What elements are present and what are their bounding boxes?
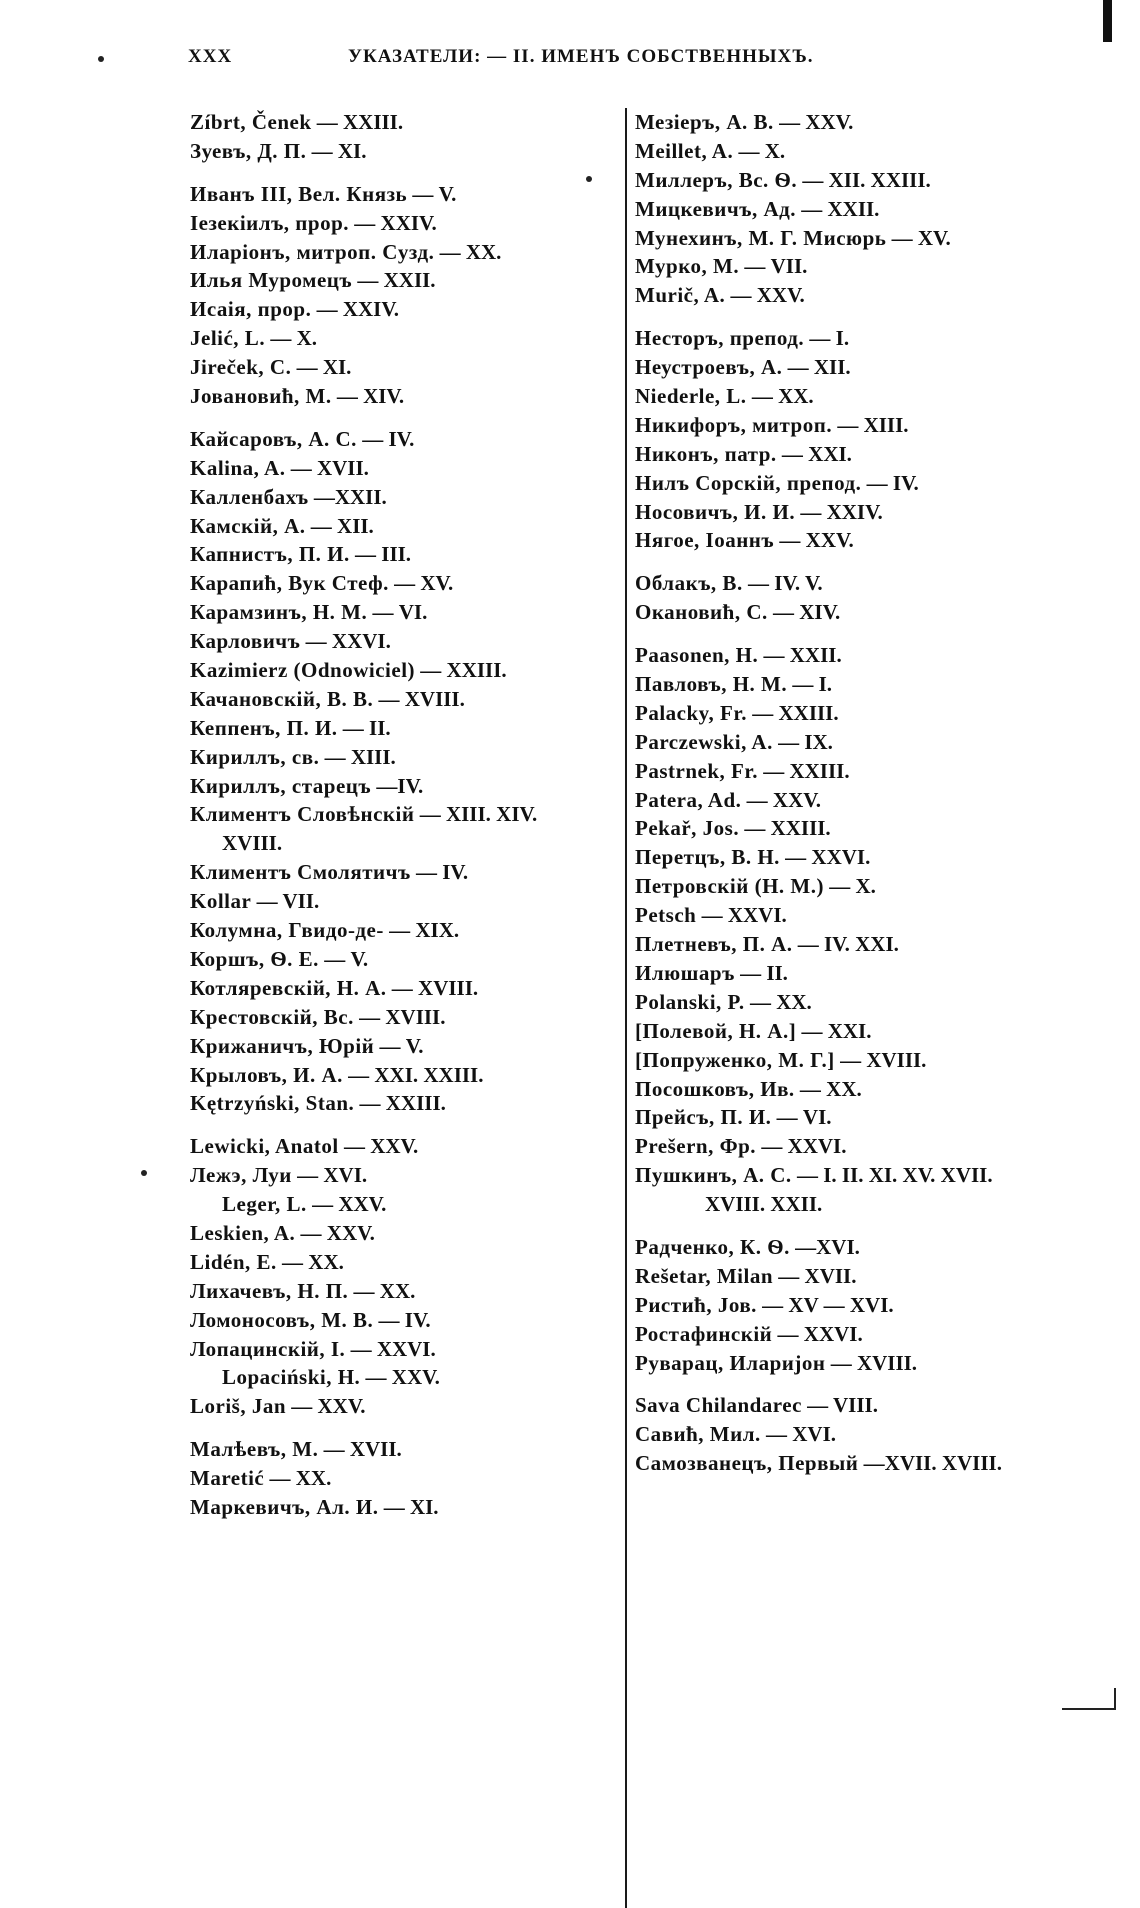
- index-entry: [635, 526, 1075, 555]
- index-entry: [190, 1161, 620, 1190]
- entry-reference: — XXV.: [300, 1220, 375, 1245]
- index-entry: [635, 1161, 1075, 1190]
- index-entry: [635, 901, 1075, 930]
- entry-name: Иларіонъ, митроп. Cузд.: [190, 239, 435, 264]
- index-entry: [635, 843, 1075, 872]
- index-entry: [190, 1132, 620, 1161]
- index-entry: [190, 1032, 620, 1061]
- entry-name: Никифоръ, митроп.: [635, 412, 833, 437]
- index-entry: [635, 641, 1075, 670]
- page-number: XXX: [188, 46, 233, 67]
- entry-name: Зуевъ, Д. П.: [190, 138, 307, 163]
- entry-name: Јовановић, М.: [190, 384, 332, 409]
- index-entry: [190, 800, 620, 829]
- index-entry: [190, 1248, 620, 1277]
- entry-reference: — VII.: [744, 254, 808, 279]
- entry-reference: — XXII.: [357, 268, 436, 293]
- entry-reference: — XIX.: [389, 918, 460, 943]
- index-entry: [635, 1391, 1075, 1420]
- entry-reference: — XXIII.: [359, 1091, 446, 1116]
- entry-name: Климентъ Словѣнскій: [190, 802, 415, 827]
- entry-name: Самозванецъ, Первый: [635, 1451, 859, 1476]
- entry-reference: — XXIV.: [316, 297, 400, 322]
- index-entry: [635, 1349, 1075, 1378]
- entry-name: Окановић, С.: [635, 600, 768, 625]
- index-entry: [190, 916, 620, 945]
- entry-reference: — XII.: [310, 513, 374, 538]
- index-entry: [635, 786, 1075, 815]
- entry-reference: — XXVI.: [701, 903, 787, 928]
- index-entry: [190, 1493, 620, 1522]
- entry-reference: — VII.: [256, 889, 320, 914]
- index-entry: [635, 988, 1075, 1017]
- page-title: УКАЗАТЕЛИ: — II. ИМЕНЪ СОБСТВЕННЫХЪ.: [348, 46, 814, 67]
- entry-name: Маркевичъ, Ал. И.: [190, 1494, 379, 1519]
- index-entry: [190, 108, 620, 137]
- entry-reference: —XXII.: [313, 484, 387, 509]
- index-entry: [190, 772, 620, 801]
- index-entry: [190, 1392, 620, 1421]
- margin-dot: [141, 1170, 147, 1176]
- entry-reference: — VIII.: [807, 1393, 878, 1418]
- entry-reference: — X.: [829, 874, 876, 899]
- entry-reference: — XVIII.: [840, 1047, 927, 1072]
- index-entry: [190, 353, 620, 382]
- index-entry: [635, 1190, 1075, 1219]
- index-entry: [635, 959, 1075, 988]
- entry-reference: — XXV.: [779, 110, 854, 134]
- entry-reference: — I. II. XI. XV. XVII.: [796, 1163, 993, 1188]
- index-entry: [190, 483, 620, 512]
- index-entry: [635, 670, 1075, 699]
- entry-reference: — II.: [342, 715, 391, 740]
- entry-name: Носовичъ, И. И.: [635, 499, 796, 524]
- entry-name: Прейсъ, П. И.: [635, 1105, 772, 1130]
- entry-reference: — IV. V.: [747, 571, 823, 596]
- entry-reference: — XIII. XIV.: [419, 802, 538, 827]
- entry-name: Котляревскій, Н. А.: [190, 975, 387, 1000]
- entry-name: Palacky, Fr.: [635, 700, 747, 725]
- entry-name: Петровскій (Н. М.): [635, 874, 824, 899]
- entry-name: [Полевой, Н. А.]: [635, 1018, 797, 1043]
- index-entry: [190, 1061, 620, 1090]
- entry-name: Loriš, Jan: [190, 1394, 287, 1419]
- index-entry: [635, 440, 1075, 469]
- index-entry: [635, 108, 1075, 137]
- index-entry: [190, 454, 620, 483]
- entry-reference: — XXIII.: [752, 700, 839, 725]
- index-entry: [635, 469, 1075, 498]
- entry-reference: — XIV.: [772, 600, 841, 625]
- index-entry: [190, 382, 620, 411]
- entry-name: Patera, Ad.: [635, 787, 742, 812]
- entry-reference: — XX.: [439, 239, 502, 264]
- entry-name: Кириллъ, старецъ: [190, 773, 372, 798]
- entry-reference: — XXII.: [763, 643, 842, 668]
- entry-name: Кайсаровъ, А. С.: [190, 426, 357, 451]
- index-column-right: [635, 108, 1075, 1478]
- entry-reference: — I.: [792, 672, 833, 697]
- entry-name: Kazimierz (Odnowiciel): [190, 658, 416, 683]
- entry-reference: — XXI.: [801, 1018, 872, 1043]
- index-entry: [190, 569, 620, 598]
- entry-name: Paasonen, H.: [635, 643, 759, 668]
- entry-name: Jireček, C.: [190, 355, 292, 380]
- entry-reference: — IV. XXI.: [797, 932, 899, 957]
- entry-name: Кириллъ, св.: [190, 744, 320, 769]
- index-entry: [190, 974, 620, 1003]
- entry-reference: — XVIII.: [830, 1350, 918, 1375]
- entry-name: Плетневъ, П. А.: [635, 932, 793, 957]
- entry-reference: — XXIII.: [763, 758, 850, 783]
- entry-reference: — XXVI.: [305, 629, 391, 654]
- entry-name: Перетцъ, В. Н.: [635, 845, 780, 870]
- entry-name: Радченко, К. Ѳ.: [635, 1234, 790, 1259]
- entry-name: Prešern, Фр.: [635, 1134, 757, 1159]
- index-entry: [635, 757, 1075, 786]
- index-entry: [635, 1233, 1075, 1262]
- entry-reference: — IV.: [378, 1307, 431, 1332]
- index-entry: [190, 1089, 620, 1118]
- entry-name: Коршъ, Ѳ. Е.: [190, 946, 319, 971]
- entry-name: Крыловъ, И. А.: [190, 1062, 343, 1087]
- entry-reference: — V.: [324, 946, 369, 971]
- index-entry: [635, 324, 1075, 353]
- entry-name: Крестовскій, Вс.: [190, 1004, 354, 1029]
- index-entry: [190, 685, 620, 714]
- entry-name: Іезекіилъ, прор.: [190, 210, 350, 235]
- entry-name: Илья Муромецъ: [190, 268, 353, 293]
- entry-reference: —IV.: [376, 773, 424, 798]
- entry-name: Мурко, М.: [635, 254, 740, 279]
- entry-name: Petsch: [635, 903, 697, 928]
- entry-name: Руварац, Иларијон: [635, 1350, 826, 1375]
- entry-name: Niederle, L.: [635, 384, 747, 409]
- entry-reference: — V.: [412, 181, 457, 206]
- entry-reference: — XXV.: [730, 283, 805, 308]
- entry-name: Leskien, A.: [190, 1220, 296, 1245]
- index-column-left: [190, 108, 620, 1522]
- entry-name: Иванъ III, Вел. Князь: [190, 181, 408, 206]
- entry-reference: — XX.: [269, 1466, 332, 1491]
- entry-reference: — XVIII.: [391, 975, 479, 1000]
- entry-name: Jelić, L.: [190, 326, 266, 351]
- entry-reference: — XVII.: [290, 455, 369, 480]
- entry-name: Нилъ Сорскій, препод.: [635, 470, 862, 495]
- entry-name: Карапић, Вук Стеф.: [190, 571, 389, 596]
- entry-name: Лежэ, Луи: [190, 1163, 292, 1188]
- entry-name: Lewicki, Anatol: [190, 1134, 339, 1159]
- index-entry: [190, 627, 620, 656]
- entry-name: Илюшаръ: [635, 960, 735, 985]
- entry-name: Карловичъ: [190, 629, 301, 654]
- entry-name: Лопацинскій, І.: [190, 1336, 346, 1361]
- index-entry: [635, 930, 1075, 959]
- index-entry: [190, 1219, 620, 1248]
- index-entry: [190, 295, 620, 324]
- entry-reference: — IX.: [778, 729, 833, 754]
- entry-name: Мезіеръ, А. В.: [635, 110, 774, 134]
- entry-reference: — XVIII.: [359, 1004, 446, 1029]
- index-entry: [635, 699, 1075, 728]
- entry-reference: — XXI.: [781, 441, 852, 466]
- entry-name: Parczewski, A.: [635, 729, 773, 754]
- entry-reference: — IV.: [866, 470, 919, 495]
- entry-reference: — XX.: [282, 1249, 344, 1274]
- index-entry: [190, 714, 620, 743]
- entry-reference: — XXVI.: [785, 845, 871, 870]
- entry-name: Murič, A.: [635, 283, 726, 308]
- entry-name: Rešetar, Milan: [635, 1263, 774, 1288]
- entry-name: Zíbrt, Čenek: [190, 110, 312, 134]
- index-entry: [635, 137, 1075, 166]
- index-entry: [190, 1363, 620, 1392]
- entry-reference: — XVII.: [778, 1263, 857, 1288]
- index-entry: [190, 137, 620, 166]
- entry-name: Калленбахъ: [190, 484, 309, 509]
- entry-reference: — XV.: [891, 225, 951, 250]
- index-entry: [190, 1306, 620, 1335]
- index-entry: [635, 1075, 1075, 1104]
- entry-reference: — XXIV.: [800, 499, 883, 524]
- index-entry: [190, 324, 620, 353]
- entry-reference: — XV.: [394, 571, 454, 596]
- entry-reference: — XVIII.: [378, 686, 465, 711]
- entry-reference: — XII.: [787, 355, 851, 380]
- entry-name: Камскій, А.: [190, 513, 306, 538]
- entry-name: Meillet, A.: [635, 138, 734, 163]
- entry-name: Кеппенъ, П. И.: [190, 715, 338, 740]
- entry-name: Maretić: [190, 1466, 265, 1491]
- entry-name: Никонъ, патр.: [635, 441, 777, 466]
- index-entry: [190, 945, 620, 974]
- index-entry: [190, 512, 620, 541]
- entry-reference: XVIII.: [222, 831, 283, 856]
- index-entry: [190, 858, 620, 887]
- entry-reference: — XI.: [311, 138, 367, 163]
- entry-reference: — XIII.: [837, 412, 909, 437]
- entry-reference: — V.: [379, 1033, 424, 1058]
- entry-reference: — XX.: [799, 1076, 862, 1101]
- index-entry: [190, 266, 620, 295]
- index-entry: [635, 281, 1075, 310]
- entry-reference: — XXVI.: [777, 1321, 863, 1346]
- entry-reference: — XXI. XXIII.: [348, 1062, 484, 1087]
- index-entry: [190, 1277, 620, 1306]
- entry-name: Polanski, P.: [635, 989, 745, 1014]
- index-entry: [635, 411, 1075, 440]
- index-entry: [190, 1190, 620, 1219]
- entry-name: Климентъ Смолятичъ: [190, 860, 411, 885]
- index-entry: [190, 598, 620, 627]
- index-entry: [635, 1420, 1075, 1449]
- entry-name: Крижаничъ, Юрій: [190, 1033, 375, 1058]
- entry-reference: — XX.: [353, 1278, 416, 1303]
- corner-mark: [1062, 1688, 1116, 1710]
- index-entry: [190, 238, 620, 267]
- index-entry: [635, 166, 1075, 195]
- entry-name: [Попруженко, М. Г.]: [635, 1047, 835, 1072]
- entry-name: Савић, Мил.: [635, 1422, 761, 1447]
- entry-reference: — XXII.: [801, 196, 880, 221]
- index-entry: [190, 743, 620, 772]
- index-entry: [635, 1046, 1075, 1075]
- index-entry: [635, 1320, 1075, 1349]
- entry-reference: — XX.: [751, 384, 814, 409]
- entry-reference: — XXVI.: [761, 1134, 847, 1159]
- entry-reference: — XXV.: [365, 1365, 440, 1390]
- entry-name: Мунехинъ, М. Г. Мисюрь: [635, 225, 887, 250]
- entry-name: Ломоносовъ, М. В.: [190, 1307, 374, 1332]
- entry-name: Исаія, прор.: [190, 297, 312, 322]
- index-entry: [190, 209, 620, 238]
- entry-name: Lopaciński, H.: [222, 1365, 361, 1390]
- entry-reference: — X.: [738, 138, 786, 163]
- entry-reference: — XI.: [383, 1494, 439, 1519]
- entry-name: Облакъ, В.: [635, 571, 743, 596]
- index-entry: [635, 498, 1075, 527]
- entry-reference: — XXIII.: [744, 816, 831, 841]
- index-entry: [190, 656, 620, 685]
- entry-name: Качановскій, В. В.: [190, 686, 374, 711]
- index-entry: [190, 425, 620, 454]
- entry-reference: — XI.: [296, 355, 352, 380]
- entry-name: Посошковъ, Ив.: [635, 1076, 795, 1101]
- entry-reference: — X.: [270, 326, 317, 351]
- entry-reference: XVIII. XXII.: [705, 1192, 823, 1217]
- entry-reference: — XXV.: [291, 1394, 366, 1419]
- entry-reference: — XXV.: [779, 528, 854, 553]
- index-entry: [635, 1132, 1075, 1161]
- entry-name: Kollar: [190, 889, 252, 914]
- index-entry: [190, 540, 620, 569]
- entry-name: Лихачевъ, Н. П.: [190, 1278, 349, 1303]
- entry-name: Неустроевъ, А.: [635, 355, 783, 380]
- entry-name: Kalina, A.: [190, 455, 286, 480]
- entry-name: Колумна, Гвидо-де-: [190, 918, 384, 943]
- entry-name: Мицкевичъ, Ад.: [635, 196, 796, 221]
- entry-reference: — II.: [740, 960, 788, 985]
- entry-name: Ростафинскій: [635, 1321, 773, 1346]
- entry-name: Миллеръ, Вс. Ѳ.: [635, 167, 798, 192]
- index-entry: [190, 1335, 620, 1364]
- margin-dot: [98, 56, 104, 62]
- entry-name: Несторъ, препод.: [635, 326, 805, 351]
- index-entry: [635, 224, 1075, 253]
- entry-reference: — XIII.: [324, 744, 396, 769]
- column-divider: [625, 108, 627, 1908]
- entry-reference: —XVI.: [795, 1234, 860, 1259]
- index-entry: [190, 1464, 620, 1493]
- index-entry: [635, 814, 1075, 843]
- index-entry: [190, 887, 620, 916]
- entry-reference: — VI.: [372, 600, 428, 625]
- entry-reference: — XXV.: [312, 1192, 387, 1217]
- entry-name: Pekař, Jos.: [635, 816, 740, 841]
- entry-name: Павловъ, Н. М.: [635, 672, 788, 697]
- entry-reference: — XII. XXIII.: [802, 167, 931, 192]
- entry-name: Карамзинъ, Н. М.: [190, 600, 368, 625]
- index-entry: [635, 1449, 1075, 1478]
- entry-reference: — IV.: [415, 860, 469, 885]
- entry-name: Pastrnek, Fr.: [635, 758, 758, 783]
- entry-reference: — I.: [809, 326, 850, 351]
- index-entry: [190, 1003, 620, 1032]
- entry-name: Kętrzyński, Stan.: [190, 1091, 355, 1116]
- entry-name: Leger, L.: [222, 1192, 307, 1217]
- entry-name: Малѣевъ, М.: [190, 1437, 319, 1462]
- entry-reference: — XVII.: [323, 1437, 402, 1462]
- entry-reference: — XX.: [749, 989, 812, 1014]
- entry-name: Lidén, E.: [190, 1249, 277, 1274]
- entry-reference: —XVII. XVIII.: [863, 1451, 1002, 1476]
- index-entry: [635, 252, 1075, 281]
- index-entry: [635, 569, 1075, 598]
- index-entry: [635, 1017, 1075, 1046]
- page-edge-mark: [1103, 0, 1112, 42]
- entry-reference: — XXVI.: [350, 1336, 436, 1361]
- entry-name: Капнистъ, П. И.: [190, 542, 350, 567]
- index-entry: [635, 1291, 1075, 1320]
- index-entry: [190, 180, 620, 209]
- entry-reference: — XXIII.: [316, 110, 404, 134]
- entry-reference: — XIV.: [336, 384, 405, 409]
- entry-reference: — IV.: [362, 426, 415, 451]
- entry-reference: — XXIV.: [354, 210, 437, 235]
- entry-reference: — VI.: [776, 1105, 832, 1130]
- entry-name: Sava Chilandarec: [635, 1393, 802, 1418]
- index-entry: [635, 353, 1075, 382]
- entry-reference: — XVI.: [297, 1163, 368, 1188]
- index-entry: [635, 1262, 1075, 1291]
- index-entry: [635, 598, 1075, 627]
- entry-reference: — XV — XVI.: [762, 1292, 894, 1317]
- entry-reference: — XXV.: [746, 787, 821, 812]
- index-entry: [635, 195, 1075, 224]
- index-entry: [190, 1435, 620, 1464]
- index-entry: [635, 382, 1075, 411]
- entry-reference: — XXIII.: [420, 658, 507, 683]
- index-entry: [635, 872, 1075, 901]
- entry-reference: — XXV.: [343, 1134, 419, 1159]
- entry-reference: — XVI.: [766, 1422, 837, 1447]
- entry-reference: — III.: [355, 542, 412, 567]
- entry-name: Пушкинъ, А. С.: [635, 1163, 792, 1188]
- index-entry: [635, 728, 1075, 757]
- index-entry: [635, 1103, 1075, 1132]
- entry-name: Нягое, Іоаннъ: [635, 528, 775, 553]
- index-entry: [190, 829, 620, 858]
- entry-name: Ристић, Јов.: [635, 1292, 757, 1317]
